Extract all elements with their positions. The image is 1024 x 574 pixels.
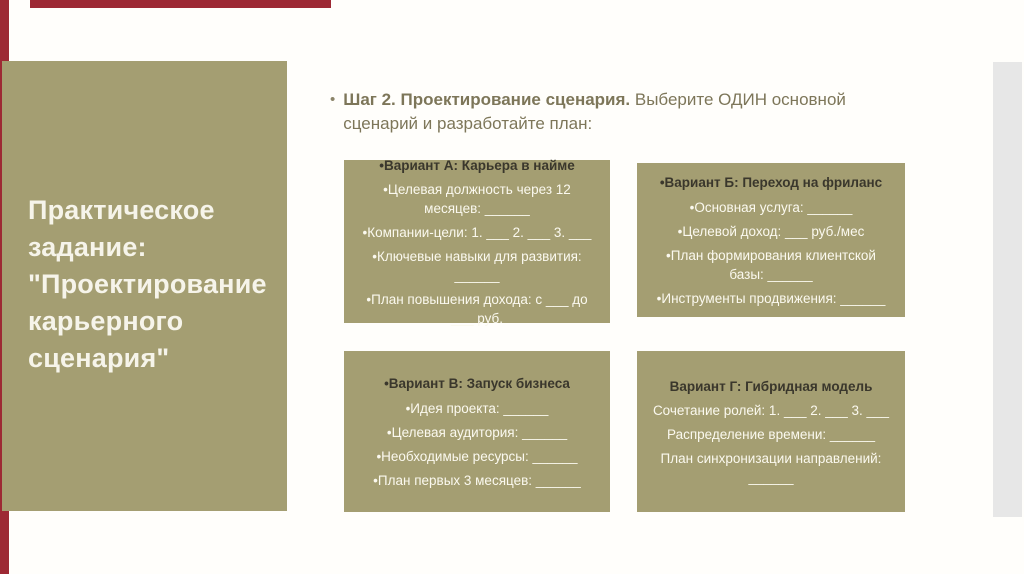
variant-b-line-4: •Инструменты продвижения: ______ (656, 290, 886, 306)
variant-a-line-2: •Компании-цели: 1. ___ 2. ___ 3. ___ (362, 225, 592, 240)
variant-g-line-1: Сочетание ролей: 1. ___ 2. ___ 3. ___ (652, 403, 890, 418)
variant-box-b (637, 163, 905, 317)
variant-a-title: •Вариант А: Карьера в найме (379, 157, 575, 173)
variant-b-line-1: •Основная услуга: ______ (689, 199, 853, 215)
variant-v-line-1: •Идея проекта: ______ (405, 400, 549, 416)
next-slide-edge (993, 62, 1022, 517)
variant-box-a (344, 157, 610, 326)
variant-v-line-2: •Целевая аудитория: ______ (386, 424, 568, 440)
variant-b-line-2: •Целевой доход: ___ руб./мес (677, 223, 865, 239)
variant-v-line-3: •Необходимые ресурсы: ______ (376, 448, 578, 464)
variant-a-line-4: •План повышения дохода: с ___ до ___ руб. (366, 292, 588, 326)
variant-g-title: Вариант Г: Гибридная модель (669, 378, 873, 394)
variant-box-v (344, 351, 610, 512)
slide-title: Практическое задание: "Проектирование карьерного сценария" (28, 195, 267, 373)
step-instruction-rest: Выберите ОДИН основной сценарий и разработайте план: (343, 90, 846, 133)
variant-box-g (637, 351, 905, 512)
variant-b-title: •Вариант Б: Переход на фриланс (659, 175, 883, 190)
variant-a-line-1: •Целевая должность через 12 месяцев: ______ (383, 182, 571, 216)
variant-v-title: •Вариант В: Запуск бизнеса (384, 376, 570, 391)
variant-a-line-3: •Ключевые навыки для развития: ______ (372, 249, 582, 283)
step-instruction-text (343, 88, 888, 136)
bullet-icon: • (330, 91, 336, 108)
title-panel (2, 61, 287, 511)
accent-bar-top (30, 0, 331, 8)
variant-g-line-3: План синхронизации направлений: ______ (660, 451, 882, 485)
variant-b-line-3: •План формирования клиентской базы: ______ (666, 247, 876, 282)
step-instruction-bold: Шаг 2. Проектирование сценария. (343, 90, 631, 109)
step-instruction (330, 88, 915, 136)
variant-g-line-2: Распределение времени: ______ (667, 427, 875, 442)
variant-v-line-4: •План первых 3 месяцев: ______ (373, 472, 581, 488)
